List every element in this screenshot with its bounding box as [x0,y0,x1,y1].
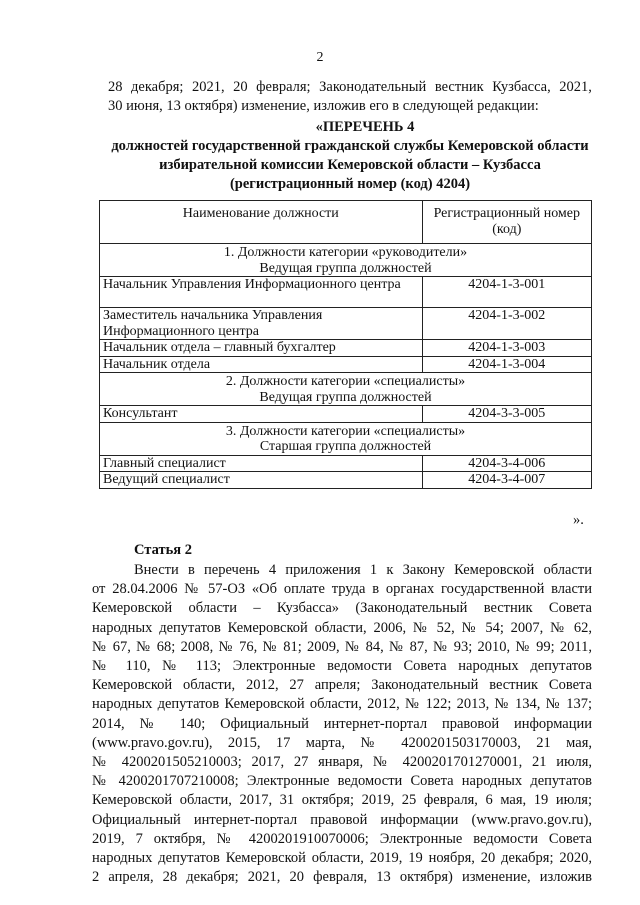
title-line-1: «ПЕРЕЧЕНЬ 4 [315,119,415,135]
intro-line-1 [108,78,592,97]
table-header-row [100,201,592,244]
position-code: 4204-3-4-007 [422,472,591,489]
article-line: 2019, 7 октября, № 4200201910070006; Электронные ведомости Совета [92,830,592,847]
article-line: народных депутатов Кемеровской области, 2012, № 122; 2013, № 134, № 137; [92,696,592,713]
article-line: (www.pravo.gov.ru), 2015, 17 марта, № 4200201503170003, 21 мая, [92,734,592,751]
intro-line-2: 30 июня, 13 октября) изменение, изложив его в следующей редакции: [108,98,539,114]
group-subgroup: Старшая группа должностей [259,439,432,454]
group-header-cell [100,244,592,277]
article-line: № 4200201707210008; Электронные ведомости Совета народных депутатов [92,773,592,790]
article-body [92,561,592,887]
group-header-row [100,244,592,277]
intro-word: Законодательный [319,79,427,95]
article-heading: Статья 2 [134,542,192,558]
article-line: Кемеровской области – Кузбасса» (Законодательный вестник Совета [92,600,592,617]
article-line: Внести в перечень 4 приложения 1 к Закону Кемеровской области [134,562,592,578]
table-row [100,356,592,373]
intro-word: Кузбасса, [492,79,551,95]
table-row [100,308,592,340]
position-name: Начальник Управления Информационного центра [100,277,423,308]
article-line: 2 апреля, 28 декабря; 2021, 20 февраля, 13 октября) изменение, изложив [92,869,592,886]
intro-word: 20 [233,79,248,95]
table-row [100,455,592,472]
intro-word: февраля; [256,79,311,95]
position-code: 4204-3-3-005 [422,406,591,423]
group-header-row [100,422,592,455]
article-line: Кемеровской области, 2017, 31 октября; 2019, 25 февраля, 6 мая, 19 июля; [92,792,592,809]
position-code: 4204-3-4-006 [422,455,591,472]
article-line: Официальный интернет-портал правовой информации (www.pravo.gov.ru), [92,811,592,828]
title-line-3: избирательной комиссии Кемеровской области – Кузбасса [159,157,541,173]
article-line: № 4200201505210003; 2017, 27 января, № 4200201701270001, 21 июля, [92,754,592,771]
closing-quote: ». [573,512,584,528]
position-code: 4204-1-3-004 [422,356,591,373]
intro-paragraph [108,78,592,116]
table-row [100,472,592,489]
position-code: 4204-1-3-003 [422,340,591,357]
article-line: от 28.04.2006 № 57-ОЗ «Об оплате труда в органах государственной власти [92,581,592,598]
group-subgroup: Ведущая группа должностей [259,389,432,405]
position-code: 4204-1-3-002 [422,308,591,340]
group-header-row [100,373,592,406]
article-line: народных депутатов Кемеровской области, 2019, 19 ноября, 20 декабря; 2020, [92,850,592,867]
position-name: Заместитель начальника Управления Информационного центра [100,308,423,340]
title-line-4: (регистрационный номер (код) 4204) [229,176,471,192]
position-name: Главный специалист [100,455,423,472]
group-header-cell [100,373,592,406]
position-name: Начальник отдела [100,356,423,373]
page-number: 2 [316,50,324,65]
intro-word: 2021, [559,79,592,95]
article-line: народных депутатов Кемеровской области, 2006, № 52, № 54; 2007, № 62, [92,619,592,636]
header-registration-code: Регистрационный номер (код) [422,201,591,244]
group-category: 2. Должности категории «специалисты» [225,374,466,389]
header-position-name: Наименование должности [100,201,423,244]
list-title [90,118,610,194]
group-header-cell [100,422,592,455]
title-line-2: должностей государственной гражданской службы Кемеровской области [111,138,589,154]
group-category: 3. Должности категории «специалисты» [225,423,466,439]
article-line: 2014, № 140; Официальный интернет-портал правовой информации [92,715,592,732]
position-name: Ведущий специалист [100,472,423,489]
article-line: Кемеровской области, 2012, 27 апреля; Законодательный вестник Совета [92,677,592,694]
table-row [100,340,592,357]
position-code: 4204-1-3-001 [422,277,591,308]
positions-table [99,200,592,489]
position-name: Начальник отдела – главный бухгалтер [100,340,423,357]
article-line: № 110, № 113; Электронные ведомости Совета народных депутатов [92,658,592,675]
table-row [100,277,592,308]
article-line: № 67, № 68; 2008, № 76, № 81; 2009, № 84, № 87, № 93; 2010, № 99; 2011, [92,638,592,655]
group-category: 1. Должности категории «руководители» [223,245,468,260]
group-subgroup: Ведущая группа должностей [259,260,432,276]
intro-word: 28 [108,79,123,95]
table-row [100,406,592,423]
position-name: Консультант [100,406,423,423]
intro-word: 2021, [191,79,225,95]
intro-word: вестник [434,79,484,95]
intro-word: декабря; [131,79,184,95]
